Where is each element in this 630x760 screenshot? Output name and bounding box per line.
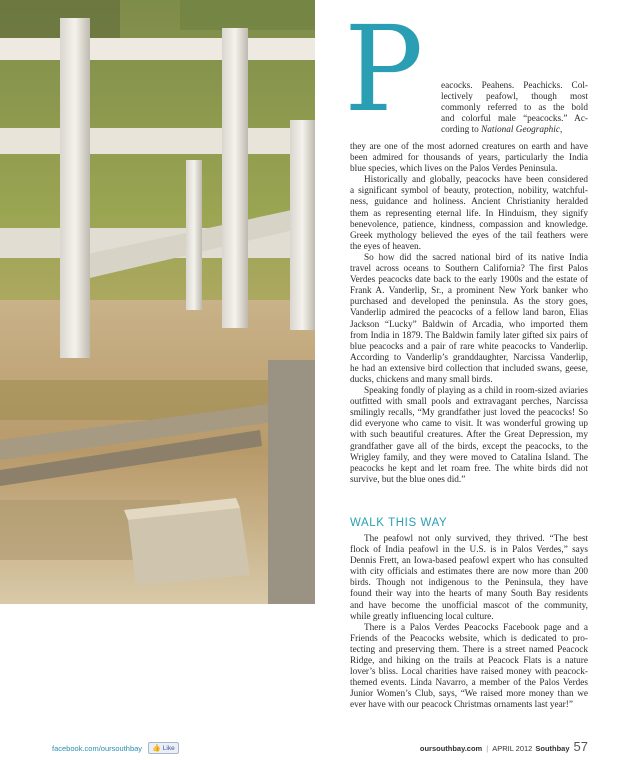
drop-cap: P — [344, 0, 424, 138]
body-line: Speaking fondly of playing as a child in room-sized aviaries — [364, 386, 588, 397]
lead-line: and colorful male “peacocks.” Ac- — [441, 114, 588, 125]
body-line: Vanderlip admired the peacocks of a fellow land baron, Elias — [350, 308, 588, 319]
body-line: Verdes peacocks date back to the early 1900s and the estate of — [350, 275, 588, 286]
body-line: Dennis Frett, an Iowa-based peafowl expert who has consulted — [350, 556, 588, 567]
body-line: Ridge, and hiking on the trails at Peacock Flats is a nature — [350, 656, 588, 667]
body-line: So how did the sacred national bird of its native India — [364, 252, 588, 263]
body-line: blue species, which lives on the Palos Verdes Peninsula. — [350, 164, 558, 175]
like-button[interactable] — [148, 742, 179, 754]
lead-line: lectively peafowl, though most — [441, 92, 588, 103]
body-line: benevolence, patience, kindness, compassion and knowledge. — [350, 219, 588, 230]
body-line: outfitted with small pools and extravagant perches, Narcissa — [350, 397, 588, 408]
body-line: they are one of the most adorned creatures on earth and have — [350, 142, 588, 152]
body-line: survive, but the blue ones did.” — [350, 474, 466, 485]
body-line: purchased and developed the peninsula. As the story goes, — [350, 297, 588, 308]
lead-line: commonly referred to as the bold — [441, 103, 588, 114]
body-line: while greatly influencing local culture. — [350, 611, 494, 622]
body-line: The peafowl not only survived, they thrived. “The best — [364, 534, 588, 544]
fence-photo — [0, 0, 315, 604]
source-name: National Geographic — [481, 125, 560, 136]
body-line: flock of India peafowl in the U.S. is in Palos Verdes,” says — [350, 545, 588, 556]
body-line: with city officials and estimates there are now more than 200 — [350, 567, 588, 578]
body-line: tecting and preserving them. There is a street named Peacock — [350, 644, 588, 655]
body-line: ducks, chickens and many small birds. — [350, 374, 493, 385]
magazine-name: Southbay — [535, 744, 570, 753]
folio-separator: | — [486, 744, 489, 753]
body-line: from India in 1879. The Baldwin family later gifted six pairs of — [350, 330, 588, 341]
body-line: peacocks he kept and let roam free. The white birds did not — [350, 463, 588, 474]
lead-line: eacocks. Peahens. Peachicks. Col- — [441, 81, 588, 91]
body-line: grandfather gave all of the birds, except the peacocks, to the — [350, 441, 588, 452]
body-line: ever have with our peacock Christmas ornaments last year!” — [350, 700, 573, 711]
body-line: the eyes of heaven. — [350, 241, 421, 252]
body-line: blue peacocks and a pair of rare white peacocks to Vanderlip. — [350, 341, 588, 352]
thumbs-up-icon: 👍 — [152, 745, 161, 752]
body-line: he had an extensive bird collection that included swans, geese, — [350, 363, 588, 374]
footer-social — [52, 742, 179, 754]
body-line: ness, guidance and holiness. Ancient Christianity heralded — [350, 197, 588, 208]
body-line: Greek mythology believed the eyes of the tail feathers were — [350, 230, 588, 241]
like-label: Like — [162, 744, 175, 752]
page-number: 57 — [573, 739, 588, 754]
body-line: themed events. Linda Navarro, a member of the Palos Verdes — [350, 678, 588, 689]
body-line: Friends of the Peacocks website, which is dedicated to pro- — [350, 633, 588, 644]
body-line: been admired for thousands of years, particularly the India — [350, 153, 588, 164]
body-line: According to Vanderlip’s granddaughter, Narcissa Vanderlip, — [350, 352, 588, 363]
website-link[interactable]: oursouthbay.com — [419, 744, 483, 753]
body-line: There is a Palos Verdes Peacocks Facebook page and a — [364, 622, 588, 633]
body-line: Historically and globally, peacocks have been considered — [364, 175, 588, 186]
body-line: and have become the unofficial mascot of the community, — [350, 600, 588, 611]
body-line: them as representing eternal life. In Hinduism, they signify — [350, 208, 588, 219]
body-line: Junior Women’s Club, says, “We raised more money than we — [350, 689, 588, 700]
lead-paragraph — [441, 81, 588, 136]
body-line: travel across oceans to Southern California? The first Palos — [350, 264, 588, 275]
body-line: did everyone who came to visit. It was wonderful growing up — [350, 419, 588, 430]
issue-date: APRIL 2012 — [492, 744, 533, 753]
body-line: with such beautiful creatures. After the Great Depression, my — [350, 430, 588, 441]
facebook-link[interactable]: facebook.com/oursouthbay — [52, 743, 143, 753]
body-line: smilingly recalls, “My grandfather just loved the peacocks! So — [350, 408, 588, 419]
body-line: lover’s bliss. Local charities have raised money with peacock- — [350, 667, 588, 678]
lead-line: cording to National Geographic, — [441, 125, 563, 136]
article — [344, 0, 588, 736]
body-line: Frank A. Vanderlip, Sr., a prominent New York banker who — [350, 286, 588, 297]
body-text — [350, 142, 588, 486]
body-line: Wrigley family, and they were moved to Catalina Island. The — [350, 452, 588, 463]
body-line: Jackson “Lucky” Baldwin of Arcadia, who imported them — [350, 319, 588, 330]
body-line: found their way into the hearts of many South Bay residents — [350, 589, 588, 600]
body-line: birds. Though not indigenous to the Peninsula, they have — [350, 578, 588, 589]
folio — [420, 739, 588, 754]
body-text-section-2 — [350, 534, 588, 712]
section-heading: WALK THIS WAY — [350, 517, 448, 529]
body-line: a significant symbol of beauty, protection, nobility, watchful- — [350, 186, 588, 197]
